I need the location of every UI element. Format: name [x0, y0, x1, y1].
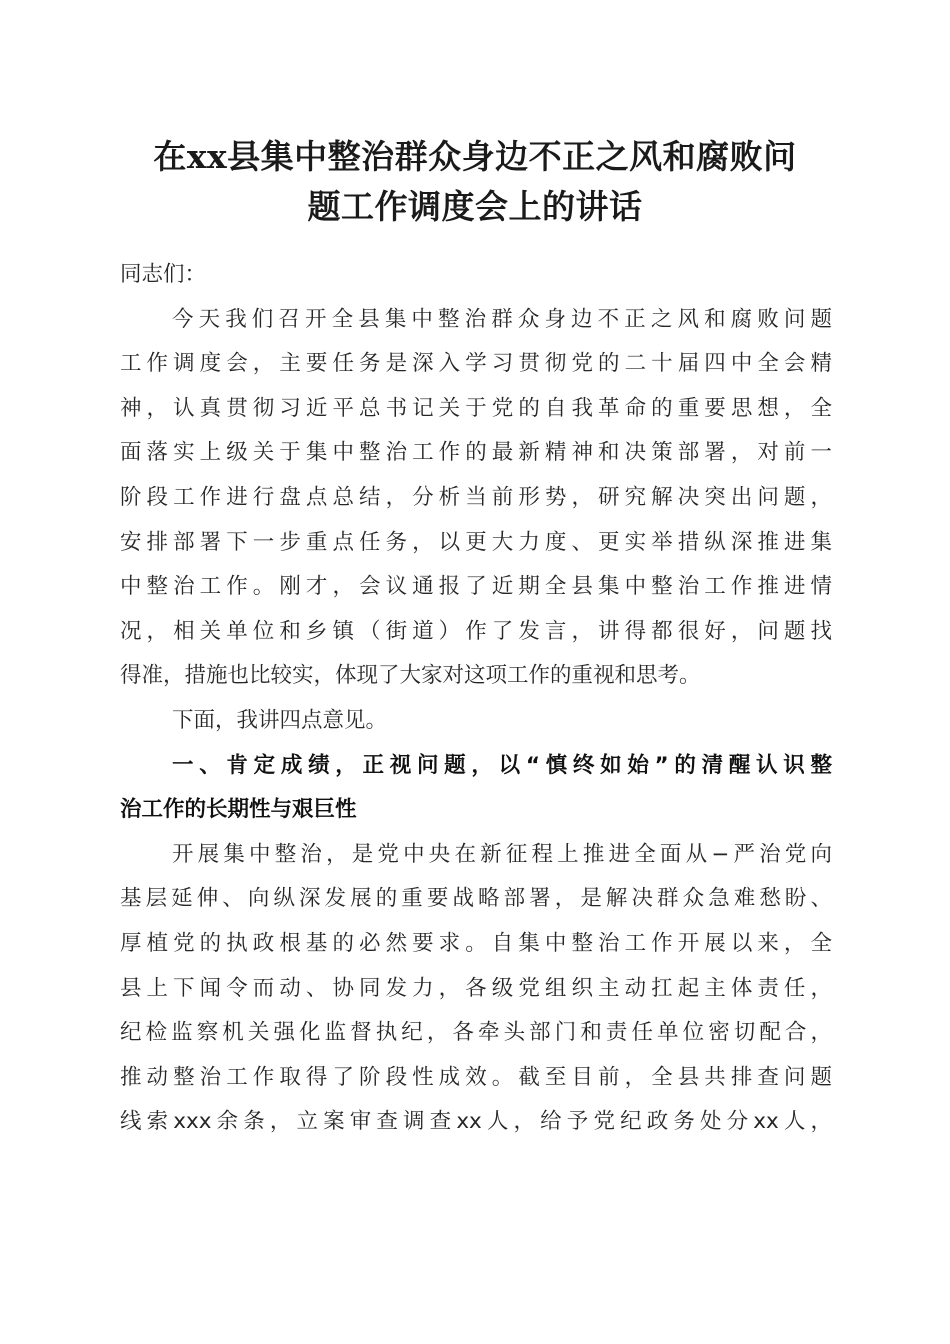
paragraph-section-1	[120, 833, 832, 1145]
paragraph-line: 厚植党的执政根基的必然要求。自集中整治工作开展以来，全	[120, 930, 832, 956]
paragraph-line: 今天我们召开全县集中整治群众身边不正之风和腐败问题	[172, 306, 832, 332]
paragraph-line: 纪检监察机关强化监督执纪，各牵头部门和责任单位密切配合，	[120, 1020, 832, 1046]
paragraph-line: 工作调度会，主要任务是深入学习贯彻党的二十届四中全会精	[120, 351, 832, 377]
paragraph-line: 得准，措施也比较实，体现了大家对这项工作的重视和思考。	[120, 663, 701, 689]
paragraph-intro	[120, 298, 832, 699]
document-title	[100, 132, 850, 232]
paragraph-line: 阶段工作进行盘点总结，分析当前形势，研究解决突出问题，	[120, 484, 832, 510]
heading-line: 治工作的长期性与艰巨性	[120, 797, 357, 823]
paragraph-line: 线索xxx余条，立案审查调查xx人，给予党纪政务处分xx人，	[120, 1109, 832, 1135]
title-line-1: 在xx县集中整治群众身边不正之风和腐败问	[153, 137, 797, 176]
section-heading-1	[120, 744, 832, 833]
paragraph-line: 推动整治工作取得了阶段性成效。截至目前，全县共排查问题	[120, 1064, 832, 1090]
salutation: 同志们：	[120, 262, 207, 287]
title-line-2: 题工作调度会上的讲话	[307, 187, 643, 226]
paragraph-line: 安排部署下一步重点任务，以更大力度、更实举措纵深推进集	[120, 529, 832, 555]
heading-line: 一、肯定成绩，正视问题，以“慎终如始”的清醒认识整	[172, 752, 832, 778]
paragraph-line: 中整治工作。刚才，会议通报了近期全县集中整治工作推进情	[120, 574, 832, 600]
paragraph-line: 开展集中整治，是党中央在新征程上推进全面从−严治党向	[172, 841, 832, 867]
paragraph-line: 基层延伸、向纵深发展的重要战略部署，是解决群众急难愁盼、	[120, 886, 832, 912]
paragraph-transition: 下面，我讲四点意见。	[172, 707, 388, 733]
paragraph-line: 况，相关单位和乡镇（街道）作了发言，讲得都很好，问题找	[120, 618, 832, 644]
document-body	[120, 253, 832, 1145]
paragraph-line: 县上下闻令而动、协同发力，各级党组织主动扛起主体责任，	[120, 975, 832, 1001]
paragraph-line: 神，认真贯彻习近平总书记关于党的自我革命的重要思想，全	[120, 395, 832, 421]
paragraph-line: 面落实上级关于集中整治工作的最新精神和决策部署，对前一	[120, 440, 832, 466]
